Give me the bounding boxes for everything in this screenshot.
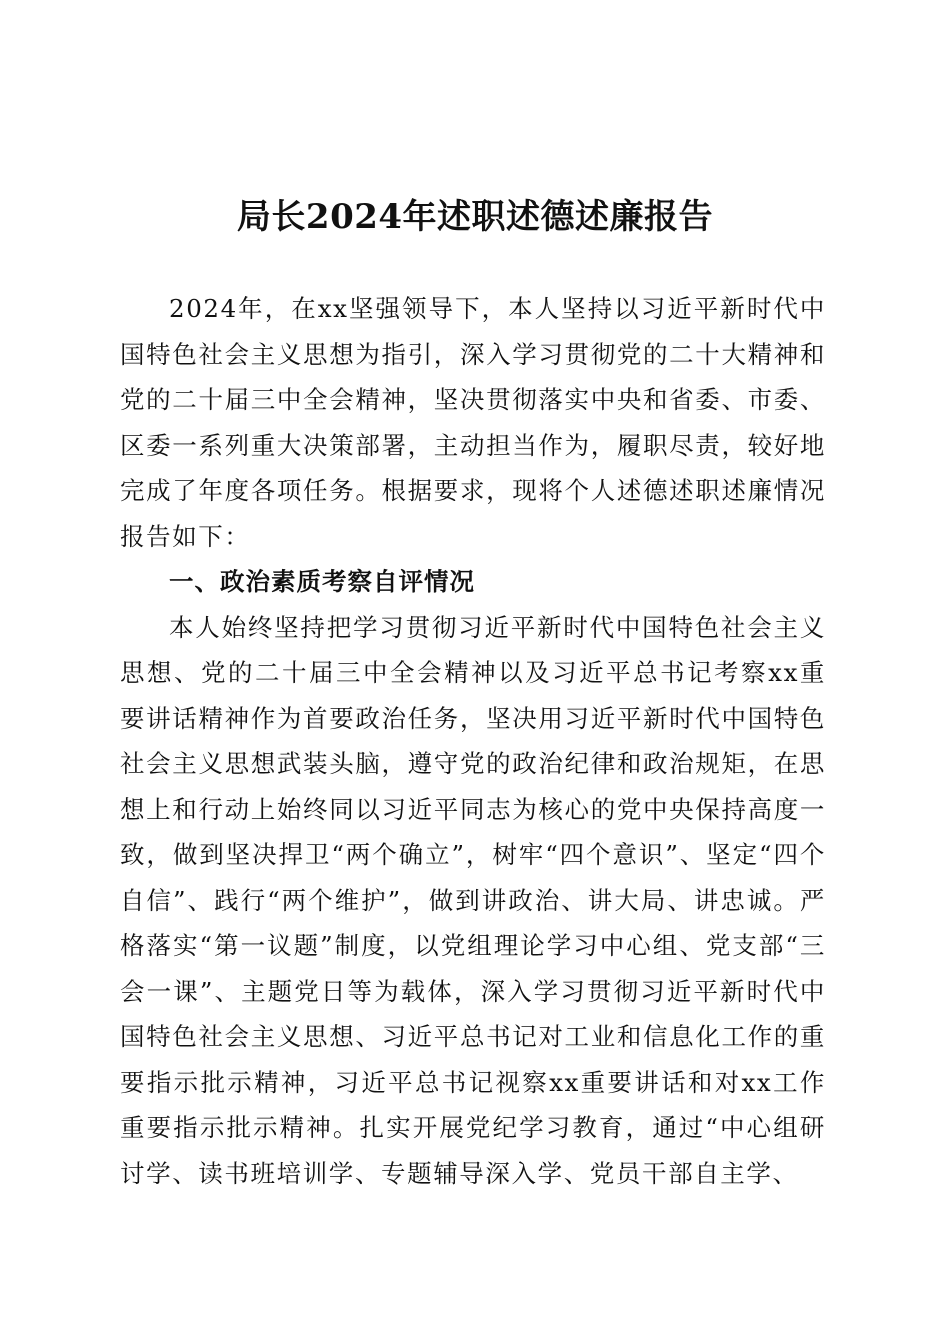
section-heading: 一、政治素质考察自评情况 xyxy=(169,567,475,596)
intro-paragraph: 2024年，在xx坚强领导下，本人坚持以习近平新时代中国特色社会主义思想为指引，深入学习贯彻党的二十大精神和党的二十届三中全会精神，坚决贯彻落实中央和省委、市委、区委一系列重大决策部署，主动担当作为，履职尽责，较好地完成了年度各项任务。根据要求，现将个人述德述职述廉情况报告如下： xyxy=(120,294,826,551)
document-title: 局长2024年述职述德述廉报告 xyxy=(236,197,714,237)
document-body xyxy=(120,286,826,1196)
section-paragraph: 本人始终坚持把学习贯彻习近平新时代中国特色社会主义思想、党的二十届三中全会精神以及习近平总书记考察xx重要讲话精神作为首要政治任务，坚决用习近平新时代中国特色社会主义思想武装头脑，遵守党的政治纪律和政治规矩，在思想上和行动上始终同以习近平同志为核心的党中央保持高度一致，做到坚决捍卫“两个确立”，树牢“四个意识”、坚定“四个自信”、践行“两个维护”，做到讲政治、讲大局、讲忠诚。严格落实“第一议题”制度，以党组理论学习中心组、党支部“三会一课”、主题党日等为载体，深入学习贯彻习近平新时代中国特色社会主义思想、习近平总书记对工业和信息化工作的重要指示批示精神，习近平总书记视察xx重要讲话和对xx工作重要指示批示精神。扎实开展党纪学习教育，通过“中心组研讨学、读书班培训学、专题辅导深入学、党员干部自主学、 xyxy=(120,612,826,1188)
